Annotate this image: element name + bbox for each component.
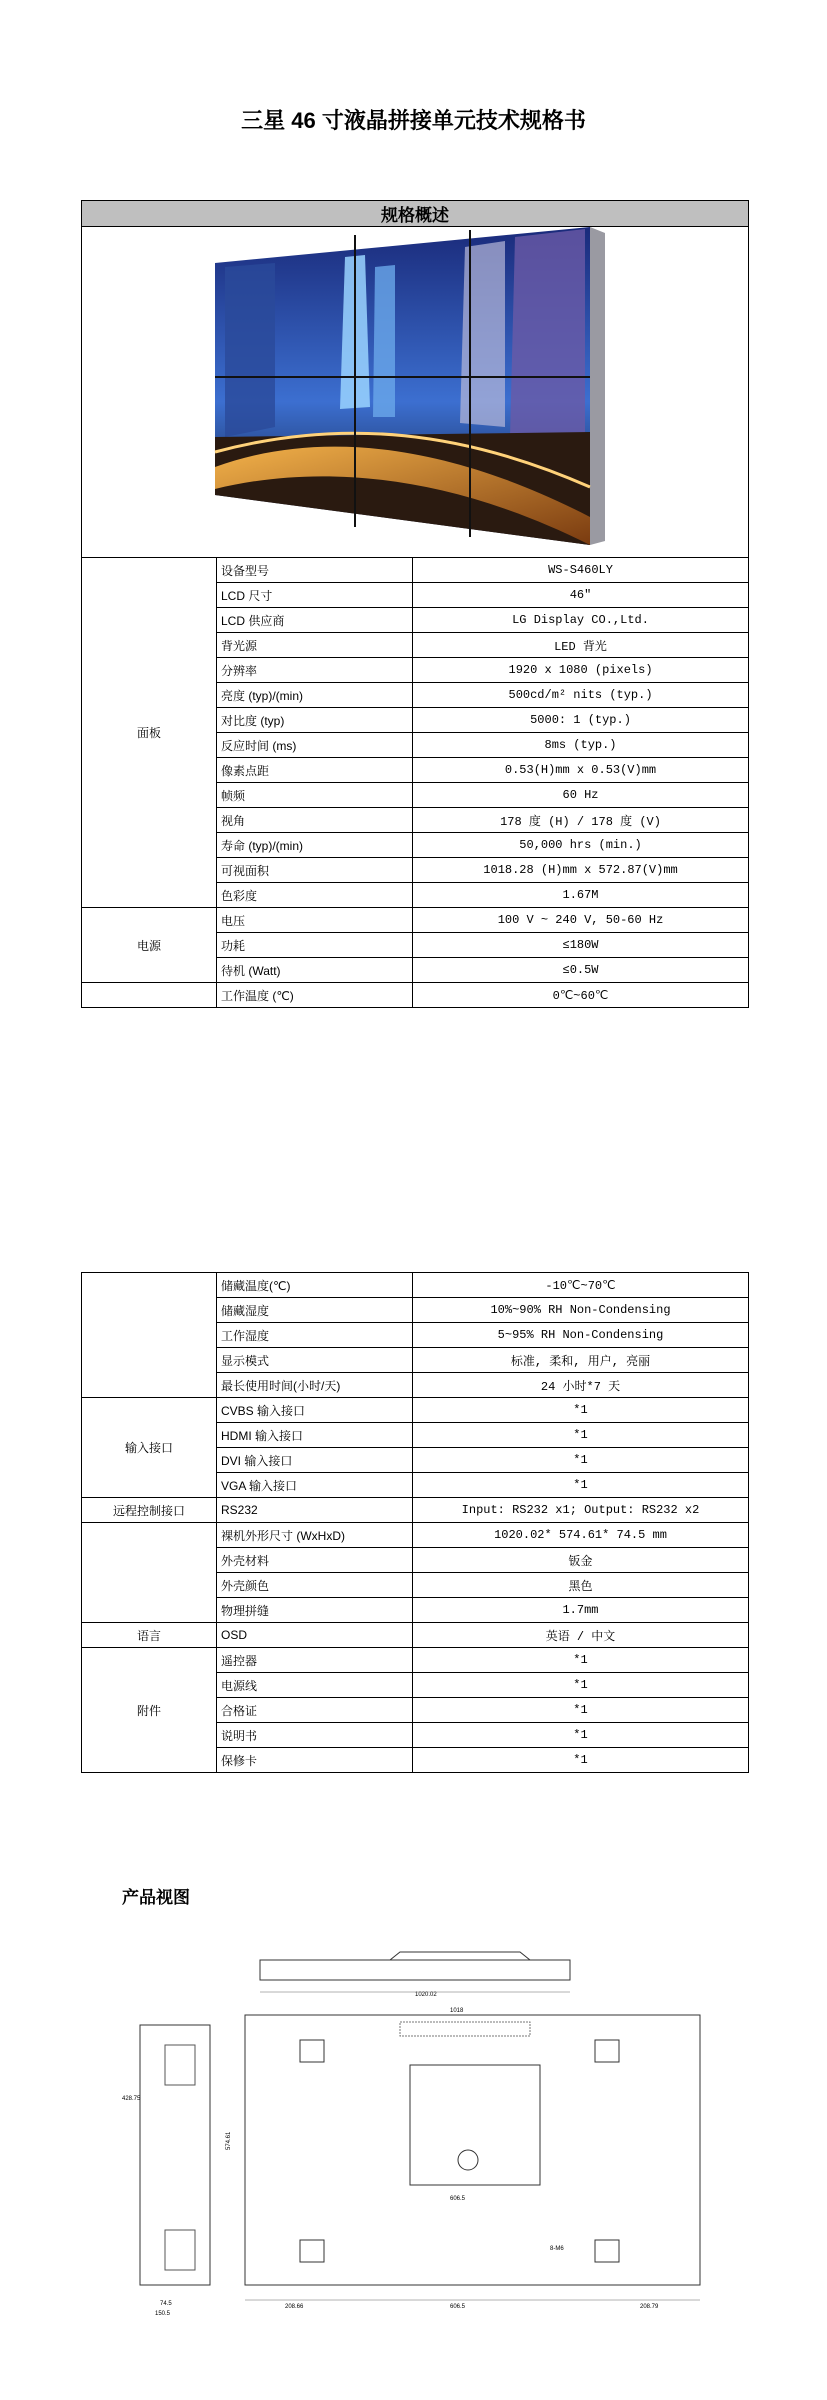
- spec-value: LED 背光: [413, 633, 749, 658]
- spec-label: 工作湿度: [217, 1323, 413, 1348]
- spec-label: 储藏湿度: [217, 1298, 413, 1323]
- spec-label: 显示模式: [217, 1348, 413, 1373]
- side-view-outline: [140, 2025, 210, 2285]
- spec-value: *1: [413, 1673, 749, 1698]
- spec-label: 保修卡: [217, 1748, 413, 1773]
- spec-label: 电源线: [217, 1673, 413, 1698]
- spec-label: 遥控器: [217, 1648, 413, 1673]
- mount-bracket-bl: [300, 2240, 324, 2262]
- spec-value: Input: RS232 x1; Output: RS232 x2: [413, 1498, 749, 1523]
- spec-label: 反应时间 (ms): [217, 733, 413, 758]
- table-row: [82, 1623, 749, 1648]
- spec-label: 寿命 (typ)/(min): [217, 833, 413, 858]
- spec-label: 分辨率: [217, 658, 413, 683]
- table-row: [82, 1523, 749, 1548]
- spec-value: 46": [413, 583, 749, 608]
- spec-label: DVI 输入接口: [217, 1448, 413, 1473]
- spec-label: 裸机外形尺寸 (WxHxD): [217, 1523, 413, 1548]
- spec-label: 像素点距: [217, 758, 413, 783]
- table-row: [82, 1498, 749, 1523]
- spec-value: *1: [413, 1748, 749, 1773]
- spec-value: 0℃~60℃: [413, 983, 749, 1008]
- spec-value: 英语 / 中文: [413, 1623, 749, 1648]
- spec-value: *1: [413, 1648, 749, 1673]
- screw-label: 8-M6: [550, 2246, 564, 2252]
- group-label: 输入接口: [82, 1398, 217, 1498]
- spec-label: 电压: [217, 908, 413, 933]
- inner-dim-center: 606.5: [450, 2196, 466, 2202]
- mount-bracket-tr: [595, 2040, 619, 2062]
- spec-label: 储藏温度(℃): [217, 1273, 413, 1298]
- spec-value: *1: [413, 1698, 749, 1723]
- side-dim-label: 428.75: [122, 2096, 141, 2102]
- spec-label: 外壳材料: [217, 1548, 413, 1573]
- group-label: [82, 1273, 217, 1398]
- spec-label: LCD 供应商: [217, 608, 413, 633]
- top-view-outline: [260, 1960, 570, 1980]
- spec-value: 1.7mm: [413, 1598, 749, 1623]
- spec-value: -10℃~70℃: [413, 1273, 749, 1298]
- spec-label: 说明书: [217, 1723, 413, 1748]
- group-label: 远程控制接口: [82, 1498, 217, 1523]
- table-row: [82, 983, 749, 1008]
- spec-table-2: [81, 1272, 749, 1773]
- vent-grille: [400, 2022, 530, 2036]
- spec-label: HDMI 输入接口: [217, 1423, 413, 1448]
- spec-label: 可视面积: [217, 858, 413, 883]
- mount-bracket-br: [595, 2240, 619, 2262]
- spec-value: 60 Hz: [413, 783, 749, 808]
- table-row: [82, 558, 749, 583]
- spec-value: *1: [413, 1723, 749, 1748]
- overview-heading: 规格概述: [82, 201, 749, 227]
- front-width-label: 1018: [450, 2008, 464, 2014]
- spec-label: 亮度 (typ)/(min): [217, 683, 413, 708]
- table-row: [82, 1398, 749, 1423]
- table-row: [82, 1648, 749, 1673]
- spec-value: WS-S460LY: [413, 558, 749, 583]
- spec-label: 待机 (Watt): [217, 958, 413, 983]
- spec-label: RS232: [217, 1498, 413, 1523]
- spec-value: 5000: 1 (typ.): [413, 708, 749, 733]
- spec-value: *1: [413, 1423, 749, 1448]
- spec-value: 钣金: [413, 1548, 749, 1573]
- document-title: 三星 46 寸液晶拼接单元技术规格书: [241, 108, 586, 133]
- group-label: 语言: [82, 1623, 217, 1648]
- spec-value: LG Display CO.,Ltd.: [413, 608, 749, 633]
- product-photo-cell: [82, 227, 749, 558]
- front-dim-left: 208.66: [285, 2304, 304, 2310]
- table-row: [82, 908, 749, 933]
- spec-value: 1018.28 (H)mm x 572.87(V)mm: [413, 858, 749, 883]
- spec-value: 10%~90% RH Non-Condensing: [413, 1298, 749, 1323]
- spec-value: 50,000 hrs (min.): [413, 833, 749, 858]
- fan-icon: [458, 2150, 478, 2170]
- spec-label: VGA 输入接口: [217, 1473, 413, 1498]
- spec-value: *1: [413, 1398, 749, 1423]
- spec-label: 最长使用时间(小时/天): [217, 1373, 413, 1398]
- spec-label: 设备型号: [217, 558, 413, 583]
- front-dim-right: 208.79: [640, 2304, 659, 2310]
- spec-value: 100 V ~ 240 V, 50-60 Hz: [413, 908, 749, 933]
- spec-label: LCD 尺寸: [217, 583, 413, 608]
- group-label: 电源: [82, 908, 217, 983]
- spec-label: CVBS 输入接口: [217, 1398, 413, 1423]
- spec-table-1: [81, 200, 749, 1008]
- spec-value: 24 小时*7 天: [413, 1373, 749, 1398]
- spec-value: ≤180W: [413, 933, 749, 958]
- spec-label: 工作温度 (℃): [217, 983, 413, 1008]
- spec-label: 帧频: [217, 783, 413, 808]
- front-view-outline: [245, 2015, 700, 2285]
- spec-value: *1: [413, 1473, 749, 1498]
- mount-bracket-tl: [300, 2040, 324, 2062]
- spec-value: *1: [413, 1448, 749, 1473]
- side-depth-total-label: 150.5: [155, 2311, 171, 2317]
- group-label: 附件: [82, 1648, 217, 1773]
- spec-value: ≤0.5W: [413, 958, 749, 983]
- group-label: 面板: [82, 558, 217, 908]
- table-row: [82, 1273, 749, 1298]
- spec-value: 8ms (typ.): [413, 733, 749, 758]
- top-width-label: 1020.02: [415, 1992, 437, 1998]
- spec-value: 500cd/m² nits (typ.): [413, 683, 749, 708]
- spec-value: 1920 x 1080 (pixels): [413, 658, 749, 683]
- spec-value: 0.53(H)mm x 0.53(V)mm: [413, 758, 749, 783]
- spec-label: 对比度 (typ): [217, 708, 413, 733]
- spec-label: 物理拼缝: [217, 1598, 413, 1623]
- spec-value: 标准, 柔和, 用户, 亮丽: [413, 1348, 749, 1373]
- front-dim-center: 606.5: [450, 2304, 466, 2310]
- spec-label: 功耗: [217, 933, 413, 958]
- spec-value: 黑色: [413, 1573, 749, 1598]
- spec-label: 视角: [217, 808, 413, 833]
- video-wall-photo: [205, 227, 625, 557]
- front-height-label: 574.61: [226, 2131, 232, 2150]
- group-label: [82, 1523, 217, 1623]
- group-label: [82, 983, 217, 1008]
- spec-value: 1020.02* 574.61* 74.5 mm: [413, 1523, 749, 1548]
- technical-drawing: [120, 1950, 710, 2320]
- spec-value: 178 度 (H) / 178 度 (V): [413, 808, 749, 833]
- spec-value: 5~95% RH Non-Condensing: [413, 1323, 749, 1348]
- spec-value: 1.67M: [413, 883, 749, 908]
- side-depth-label: 74.5: [160, 2301, 172, 2307]
- spec-label: OSD: [217, 1623, 413, 1648]
- spec-label: 外壳颜色: [217, 1573, 413, 1598]
- product-view-label: 产品视图: [122, 1888, 190, 1907]
- spec-label: 色彩度: [217, 883, 413, 908]
- spec-label: 背光源: [217, 633, 413, 658]
- spec-label: 合格证: [217, 1698, 413, 1723]
